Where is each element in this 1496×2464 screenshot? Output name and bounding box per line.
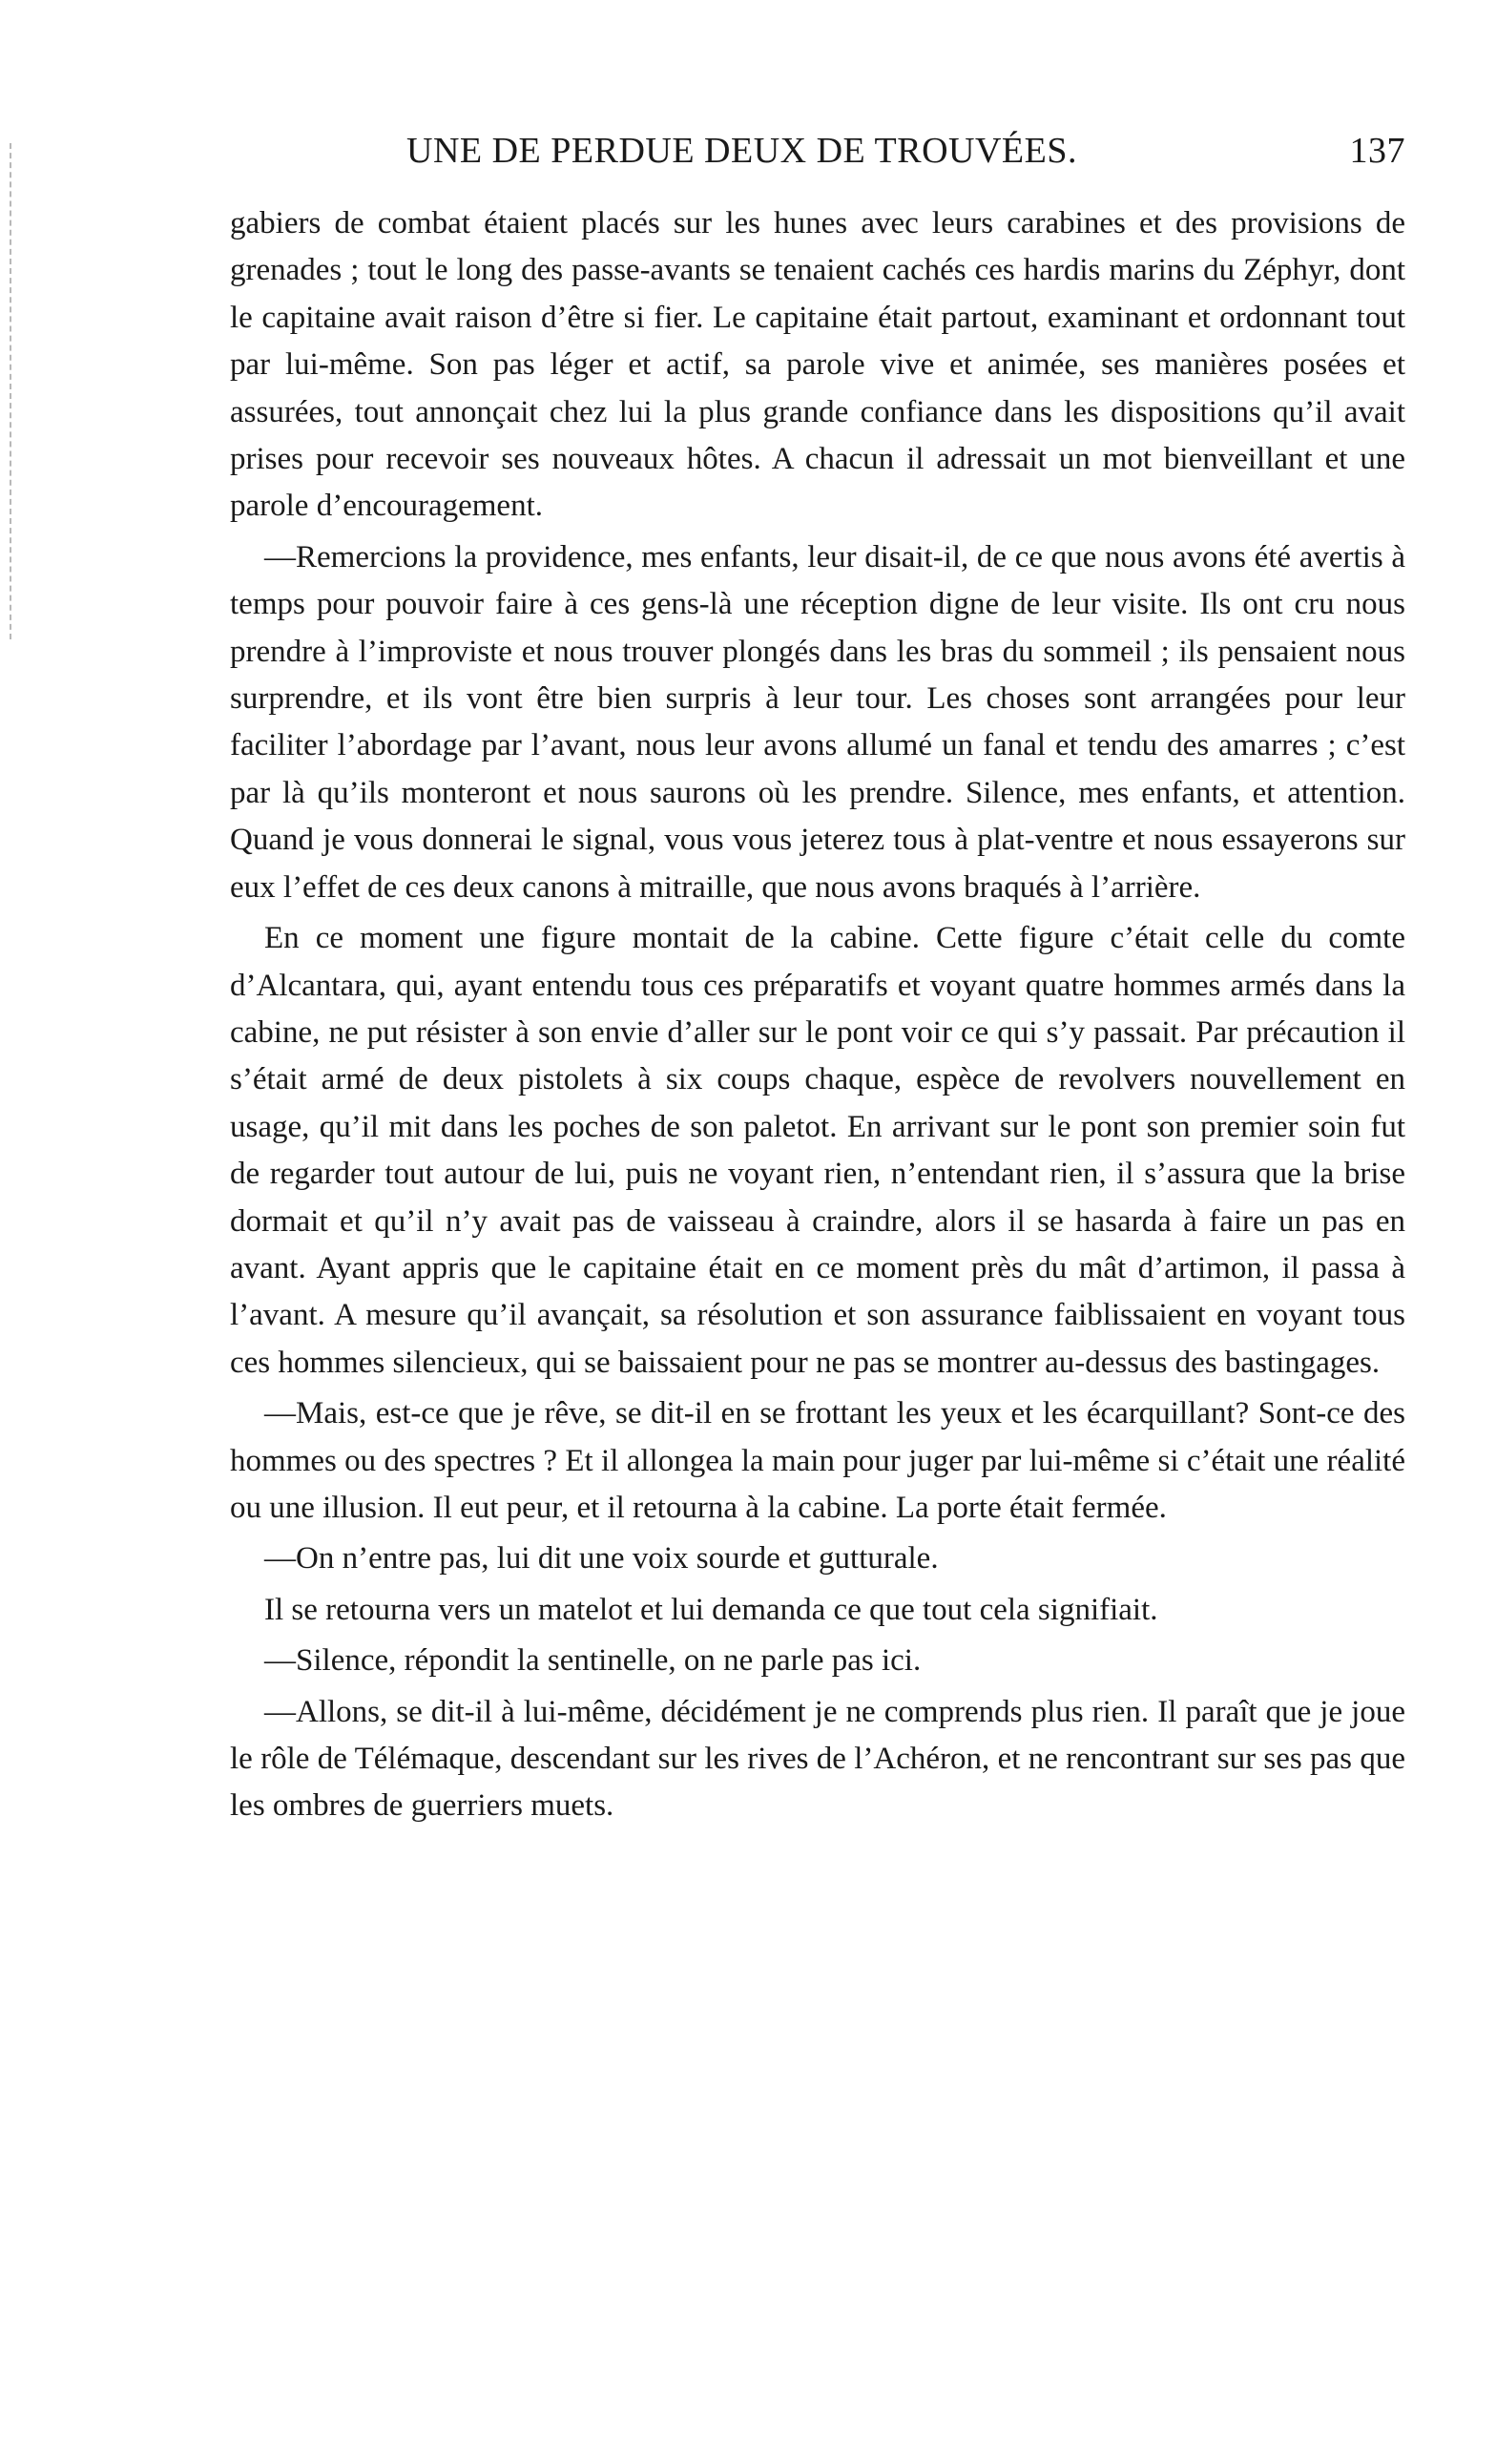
paragraph: —Mais, est-ce que je rêve, se dit-il en se frottant les yeux et les écarquillant? Sont-ce des hommes ou des spectres ? Et il allongea la main pour juger par lui-même si c’était une réalité ou une illusion. Il eut peur, et il retourna à la cabine. La porte était fermée. bbox=[230, 1396, 1405, 1525]
paragraph: —On n’entre pas, lui dit une voix sourde et gutturale. bbox=[264, 1541, 939, 1577]
paragraph: —Silence, répondit la sentinelle, on ne parle pas ici. bbox=[264, 1643, 922, 1679]
body-text bbox=[230, 200, 1405, 1830]
running-head bbox=[230, 122, 1405, 179]
paragraph: —Remercions la providence, mes enfants, leur disait-il, de ce que nous avons été avertis à temps pour pouvoir faire à ces gens-là une réception digne de leur visite. Ils ont cru nous prendre à l’improviste et nous trouver plongés dans les bras du sommeil ; ils pensaient nous surprendre, et ils vont être bien surpris à leur tour. Les choses sont arrangées pour leur faciliter l’abordage par l’avant, nous leur avons allumé un fanal et tendu des amarres ; c’est par là qu’ils monteront et nous saurons où les prendre. Silence, mes enfants, et attention. Quand je vous donnerai le signal, vous vous jeterez tous à plat-ventre et nous essayerons sur eux l’effet de ces deux canons à mitraille, que nous avons braqués à l’arrière. bbox=[230, 539, 1405, 905]
paragraph: gabiers de combat étaient placés sur les hunes avec leurs carabines et des provisions de grenades ; tout le long des passe-avants se tenaient cachés ces hardis marins du Zéphyr, dont le capitaine avait raison d’être si fier. Le capitaine était partout, examinant et ordonnant tout par lui-même. Son pas léger et actif, sa parole vive et animée, ses manières posées et assurées, tout annonçait chez lui la plus grande confiance dans les dispositions qu’il avait prises pour recevoir ses nouveaux hôtes. A chacun il adressait un mot bienveillant et une parole d’encouragement. bbox=[230, 206, 1405, 524]
page-number: 137 bbox=[1349, 131, 1405, 171]
scan-margin-mark bbox=[10, 143, 11, 639]
book-page bbox=[230, 122, 1405, 1834]
paragraph: En ce moment une figure montait de la cabine. Cette figure c’était celle du comte d’Alcantara, qui, ayant entendu tous ces préparatifs et voyant quatre hommes armés dans la cabine, ne put résister à son envie d’aller sur le pont voir ce qui s’y passait. Par précaution il s’était armé de deux pistolets à six coups chaque, espèce de revolvers nouvellement en usage, qu’il mit dans les poches de son paletot. En arrivant sur le pont son premier soin fut de regarder tout autour de lui, puis ne voyant rien, n’entendant rien, il s’assura que la brise dormait et qu’il n’y avait pas de vaisseau à craindre, alors il se hasarda à faire un pas en avant. Ayant appris que le capitaine était en ce moment près du mât d’artimon, il passa à l’avant. A mesure qu’il avançait, sa résolution et son assurance faiblissaient en voyant tous ces hommes silencieux, qui se baissaient pour ne pas se montrer au-dessus des bastingages. bbox=[230, 921, 1405, 1380]
running-head-title: UNE DE PERDUE DEUX DE TROUVÉES. bbox=[406, 131, 1077, 171]
paragraph: —Allons, se dit-il à lui-même, décidément je ne comprends plus rien. Il paraît que je joue le rôle de Télémaque, descendant sur les rives de l’Achéron, et ne rencontrant sur ses pas que les ombres de guerriers muets. bbox=[230, 1694, 1405, 1824]
paragraph: Il se retourna vers un matelot et lui demanda ce que tout cela signifiait. bbox=[264, 1592, 1158, 1627]
